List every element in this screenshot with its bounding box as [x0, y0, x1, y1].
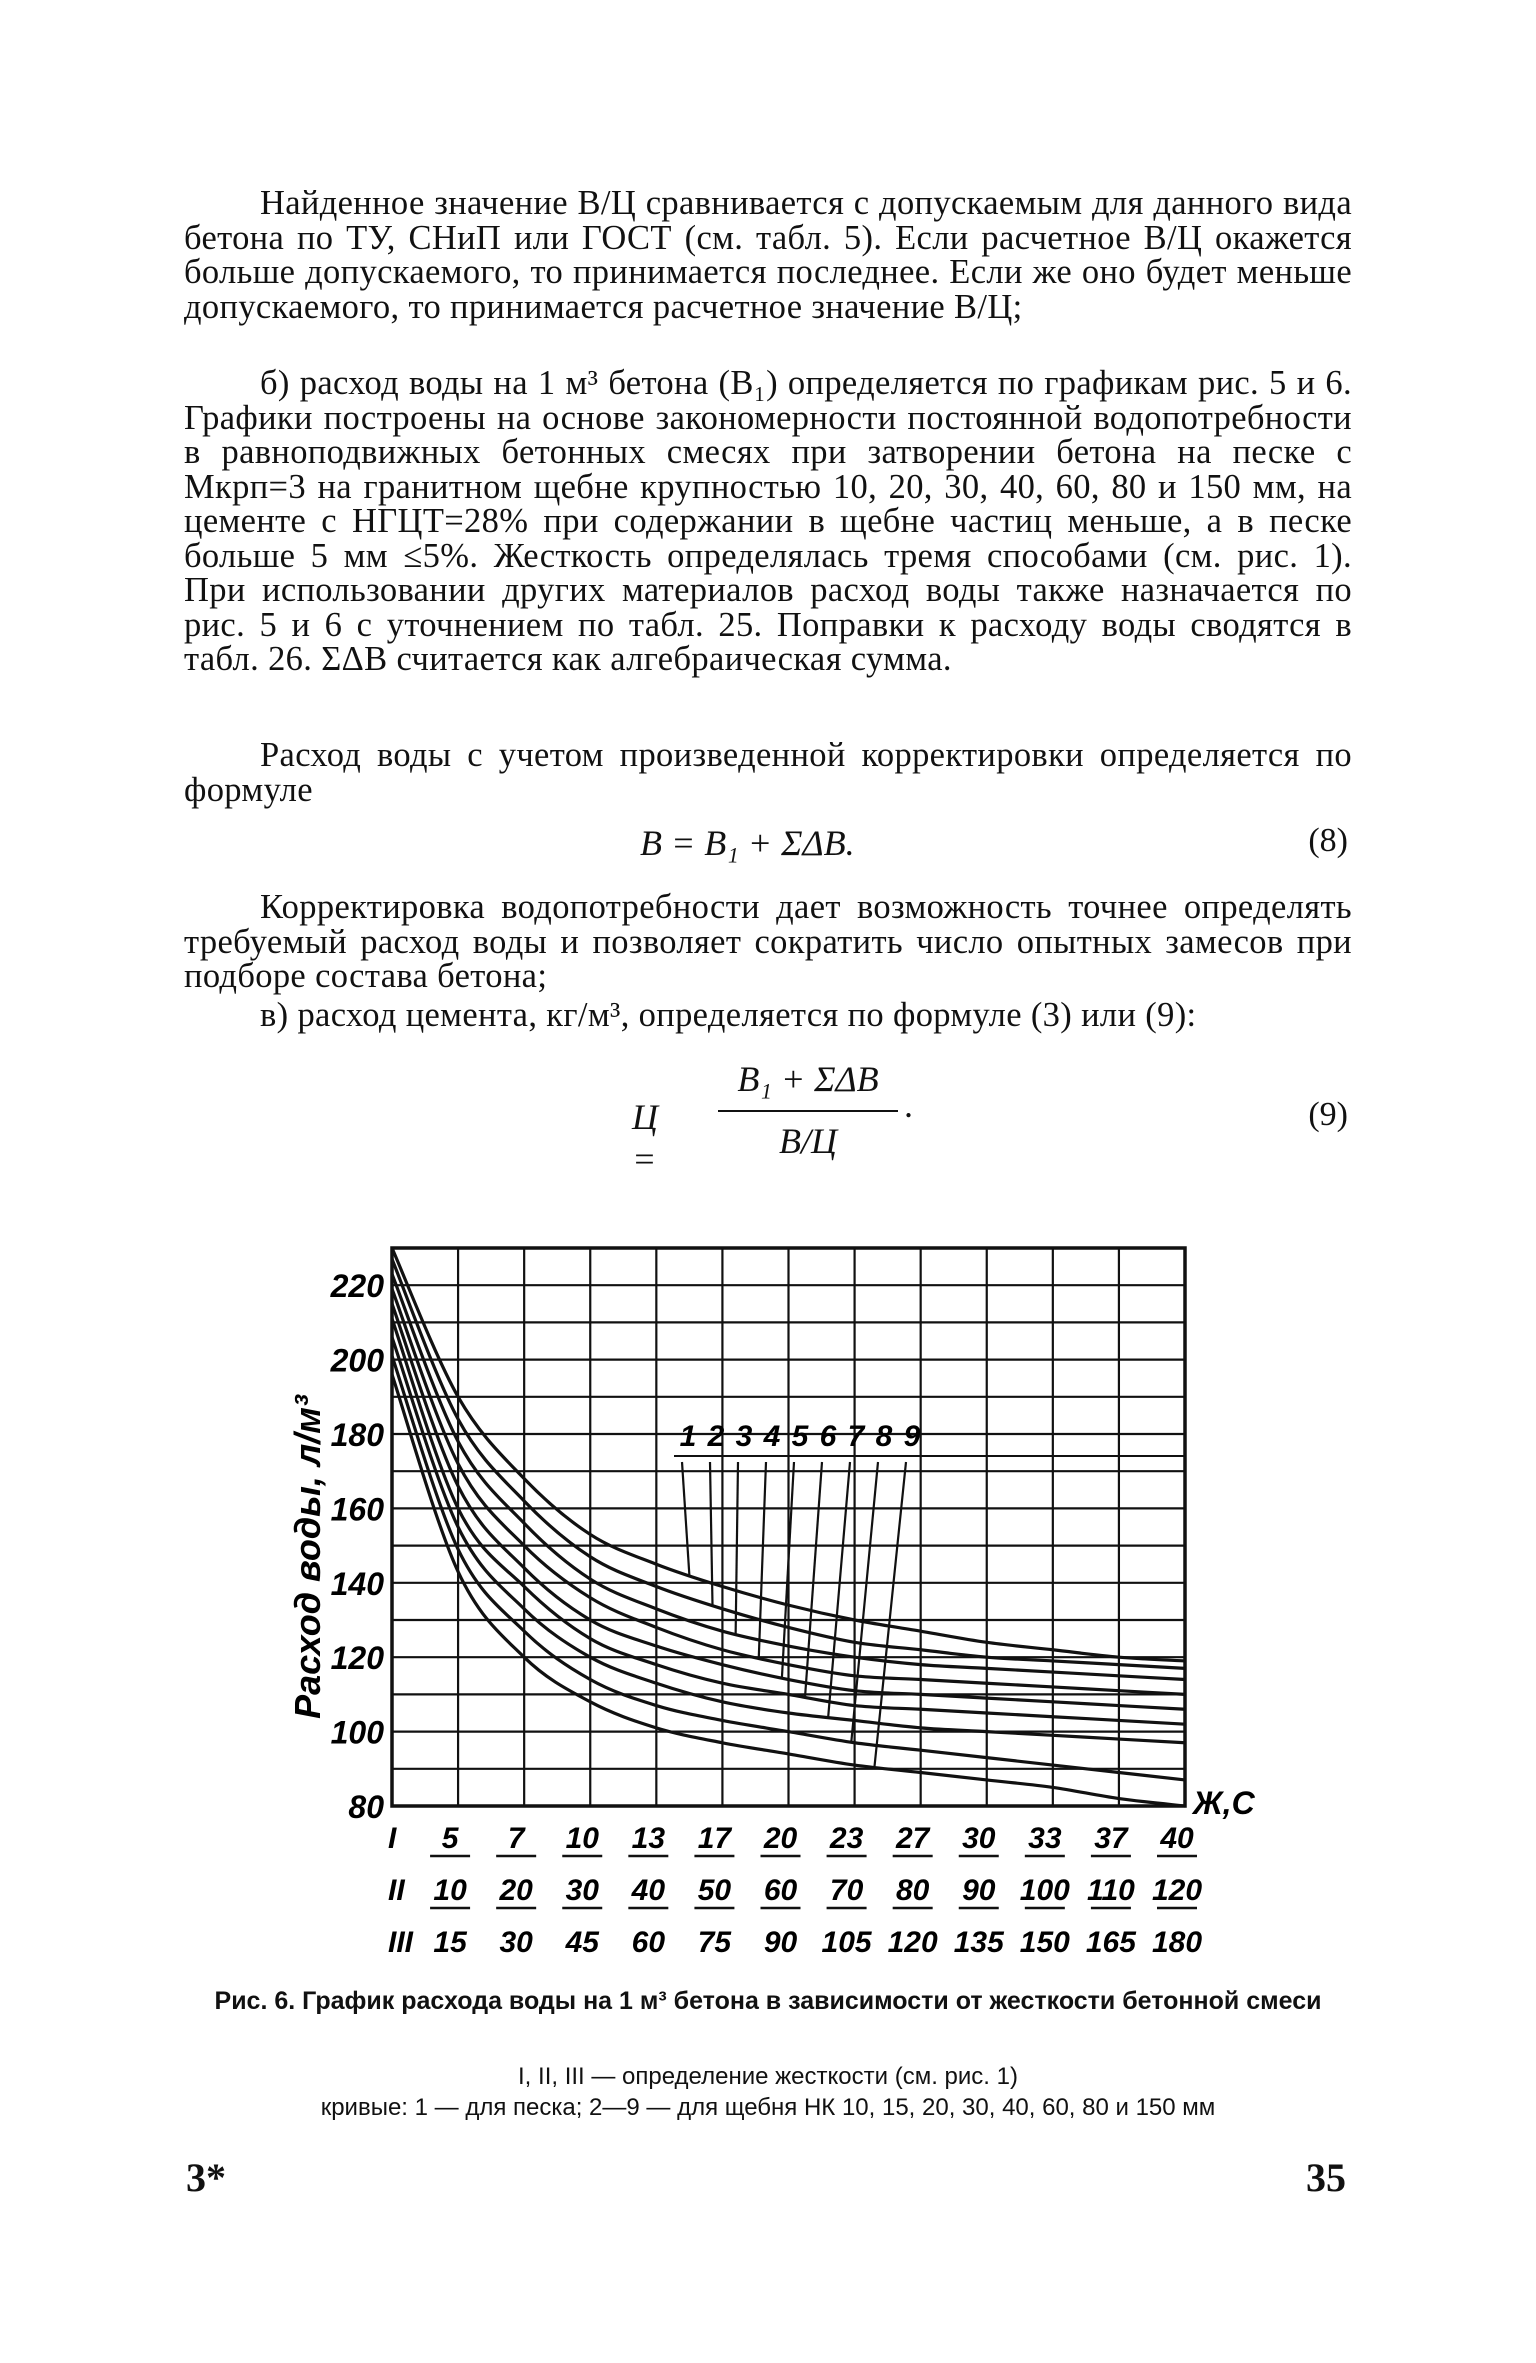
- formula-9-period: .: [904, 1085, 913, 1125]
- scale-I-tick-27: 27: [895, 1822, 930, 1855]
- y-tick-label-200: 200: [330, 1342, 384, 1379]
- curve-label-6: 6: [819, 1420, 837, 1453]
- y-tick-label-220: 220: [330, 1268, 384, 1305]
- scale-I-tick-37: 37: [1094, 1822, 1128, 1855]
- paragraph-3-text: Расход воды с учетом произведенной корректировки определяется по формуле: [184, 736, 1352, 809]
- curve-label-1: 1: [679, 1420, 697, 1453]
- scale-I-tick-30: 30: [962, 1822, 996, 1855]
- curve-label-7: 7: [847, 1420, 865, 1453]
- curve-label-4: 4: [763, 1420, 781, 1453]
- scale-III-tick-30: 30: [499, 1926, 533, 1959]
- scale-I-tick-10: 10: [565, 1822, 599, 1855]
- leader-line-6: [805, 1462, 822, 1697]
- scale-III-tick-75: 75: [697, 1926, 732, 1959]
- curve-label-2: 2: [707, 1420, 725, 1453]
- scale-I-tick-40: 40: [1160, 1822, 1194, 1855]
- scale-II-tick-90: 90: [962, 1874, 996, 1907]
- scale-II-tick-120: 120: [1151, 1874, 1203, 1907]
- scale-II-tick-110: 110: [1087, 1874, 1135, 1907]
- scale-II-tick-30: 30: [565, 1874, 599, 1907]
- scale-III-tick-150: 150: [1019, 1926, 1070, 1959]
- curve-label-8: 8: [875, 1420, 893, 1453]
- scale-I-tick-23: 23: [829, 1822, 864, 1855]
- figure-caption-methods: I, II, III — определение жесткости (см. рис. 1): [518, 2063, 1018, 2090]
- scale-III-tick-165: 165: [1085, 1926, 1136, 1959]
- scale-III-tick-120: 120: [887, 1926, 938, 1959]
- y-tick-label-80: 80: [348, 1789, 384, 1825]
- chart-grid: [392, 1248, 1185, 1806]
- y-tick-label-180: 180: [330, 1417, 384, 1453]
- scale-I-tick-20: 20: [763, 1822, 798, 1855]
- formula-9-denominator: В/Ц: [779, 1121, 837, 1161]
- leader-line-1: [682, 1462, 689, 1575]
- x-axis-label: Ж,С: [1193, 1785, 1255, 1821]
- scale-II-tick-80: 80: [895, 1874, 930, 1907]
- scale-II-tick-40: 40: [631, 1874, 666, 1907]
- scale-II-tick-10: 10: [433, 1874, 467, 1907]
- scale-I-tick-17: 17: [697, 1822, 732, 1855]
- leader-line-4: [759, 1462, 766, 1658]
- figure-caption-title: Рис. 6. График расхода воды на 1 м³ бетона в зависимости от жесткости бетонной смеси: [214, 1987, 1322, 2015]
- leader-line-3: [736, 1462, 738, 1634]
- scale-III-tick-15: 15: [433, 1926, 467, 1959]
- equation-number-8: (8): [1308, 822, 1348, 859]
- row-label-I: I: [388, 1822, 397, 1855]
- paragraph-2-text: б) расход воды на 1 м³ бетона (В₁) определяется по графикам рис. 5 и 6. Графики построены на основе закономерности постоянной водопотребности в равноподвижных бетонных смесях при затворении бетона на песке с Мкрп=3 на гранитном щебне крупностью 10, 20, 30, 40, 60, 80 и 150 мм, на цементе с НГЦТ=28% при содержании в щебне частиц меньше, а в песке больше 5 мм ≤5%. Жесткость определялась тремя способами (см. рис. 1). При использовании других материалов расход воды также назначается по рис. 5 и 6 с уточнением по табл. 25. Поправки к расходу воды сводятся в табл. 26. ΣΔВ считается как алгебраическая сумма.: [184, 364, 1352, 678]
- formula-8: В = В₁ + ΣΔВ.: [640, 823, 855, 863]
- curve-label-3: 3: [735, 1420, 753, 1453]
- paragraph-4-text: Корректировка водопотребности дает возможность точнее определять требуемый расход воды и позволяет сократить число опытных замесов при подборе состава бетона;: [184, 888, 1352, 995]
- curve-label-5: 5: [791, 1420, 809, 1453]
- chart-labels: [287, 1268, 1256, 1959]
- scale-II-tick-70: 70: [829, 1874, 864, 1907]
- y-tick-label-120: 120: [330, 1640, 384, 1677]
- row-label-II: II: [388, 1874, 405, 1907]
- curve-label-9: 9: [903, 1420, 921, 1453]
- page-number: 35: [1306, 2155, 1346, 2200]
- scale-I-tick-33: 33: [1028, 1822, 1062, 1855]
- scale-I-tick-5: 5: [441, 1822, 459, 1855]
- y-tick-label-160: 160: [330, 1491, 384, 1528]
- scale-I-tick-13: 13: [631, 1822, 666, 1855]
- scale-II-tick-50: 50: [697, 1874, 732, 1907]
- y-tick-label-100: 100: [330, 1714, 384, 1751]
- scale-II-tick-100: 100: [1019, 1874, 1070, 1907]
- scale-III-tick-45: 45: [565, 1926, 599, 1959]
- scale-II-tick-20: 20: [499, 1874, 533, 1907]
- paragraph-1-text: Найденное значение В/Ц сравнивается с допускаемым для данного вида бетона по ТУ, СНиП или ГОСТ (см. табл. 5). Если расчетное В/Ц окажется больше допускаемого, то принимается последнее. Если же оно будет меньше допускаемого, то принимается расчетное значение В/Ц;: [184, 184, 1352, 326]
- formula-9-lhs: Ц =: [632, 1097, 658, 1179]
- y-axis-label: Расход воды, л/м³: [287, 1395, 328, 1719]
- y-tick-label-140: 140: [330, 1565, 384, 1602]
- scale-II-tick-60: 60: [763, 1874, 798, 1907]
- signature-mark: 3*: [186, 2155, 226, 2200]
- scale-III-tick-90: 90: [763, 1926, 798, 1959]
- equation-number-9: (9): [1308, 1096, 1348, 1133]
- leader-line-7: [828, 1462, 850, 1717]
- formula-9-numerator: В₁ + ΣΔВ: [737, 1059, 879, 1099]
- figure-caption-curves: кривые: 1 — для песка; 2—9 — для щебня НК 10, 15, 20, 30, 40, 60, 80 и 150 мм: [320, 2094, 1216, 2121]
- scale-I-tick-7: 7: [507, 1822, 525, 1855]
- paragraph-5-text: в) расход цемента, кг/м³, определяется по формуле (3) или (9):: [260, 996, 1197, 1034]
- scale-III-tick-180: 180: [1151, 1926, 1203, 1959]
- scale-III-tick-105: 105: [821, 1926, 872, 1959]
- scale-III-tick-135: 135: [953, 1926, 1004, 1959]
- scale-III-tick-60: 60: [631, 1926, 666, 1959]
- row-label-III: III: [388, 1926, 414, 1959]
